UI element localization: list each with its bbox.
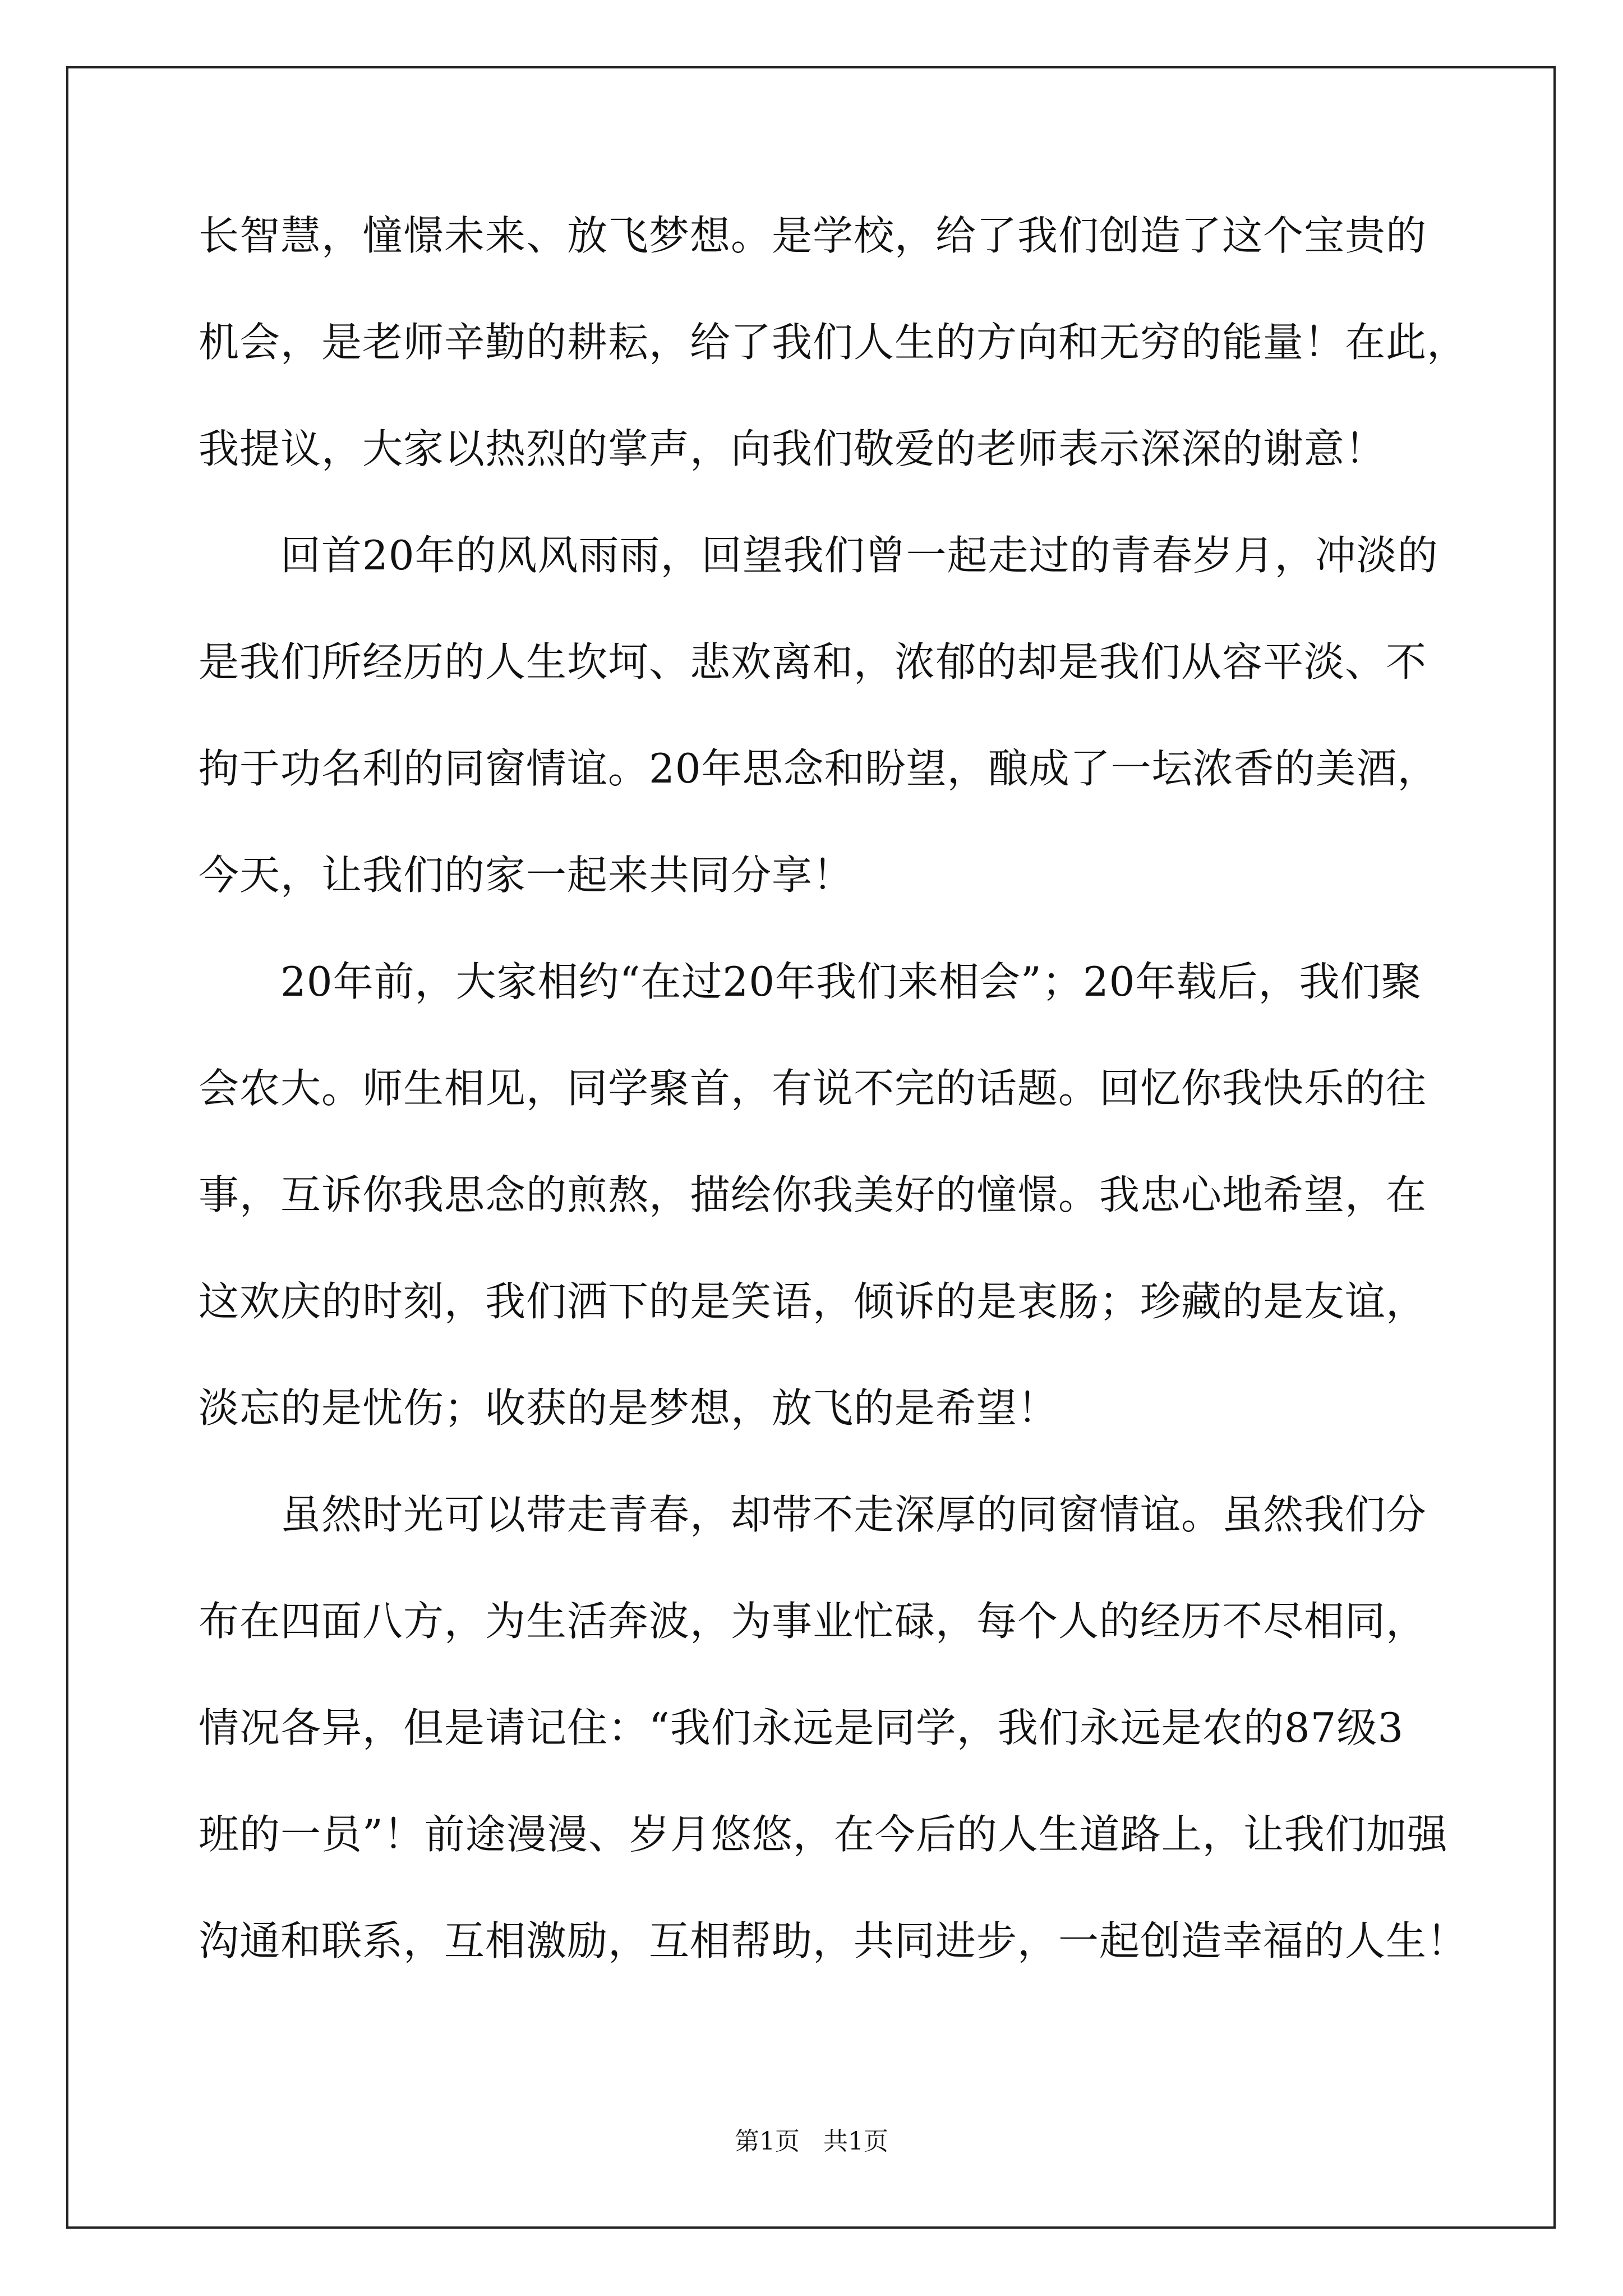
- text-line: 会农大。师生相见，同学聚首，有说不完的话题。回忆你我快乐的往: [199, 1065, 1427, 1112]
- text-line: 情况各异，但是请记住：“我们永远是同学，我们永远是农的87级3: [199, 1704, 1404, 1751]
- page-border: [66, 66, 1556, 2229]
- paragraph-first-line: 虽然时光可以带走青春，却带不走深厚的同窗情谊。虽然我们分: [280, 1491, 1427, 1538]
- text-line: 事，互诉你我思念的煎熬，描绘你我美好的憧憬。我忠心地希望，在: [199, 1171, 1427, 1218]
- text-line: 今天，让我们的家一起来共同分享！: [199, 852, 854, 899]
- page-number-footer: 第1页 共1页: [735, 2127, 888, 2156]
- text-line: 拘于功名利的同窗情谊。20年思念和盼望，酿成了一坛浓香的美酒，: [199, 745, 1438, 792]
- text-line: 沟通和联系，互相激励，互相帮助，共同进步，一起创造幸福的人生！: [199, 1917, 1468, 1964]
- text-line: 我提议，大家以热烈的掌声，向我们敬爱的老师表示深深的谢意！: [199, 425, 1386, 472]
- text-line: 机会，是老师辛勤的耕耘，给了我们人生的方向和无穷的能量！在此，: [199, 319, 1468, 366]
- text-line: 淡忘的是忧伤；收获的是梦想，放飞的是希望！: [199, 1384, 1059, 1432]
- text-line: 布在四面八方，为生活奔波，为事业忙碌，每个人的经历不尽相同，: [199, 1598, 1427, 1645]
- text-line: 是我们所经历的人生坎坷、悲欢离和，浓郁的却是我们从容平淡、不: [199, 638, 1427, 685]
- text-line: 班的一员”！前途漫漫、岁月悠悠，在今后的人生道路上，让我们加强: [199, 1811, 1448, 1858]
- text-line: 这欢庆的时刻，我们洒下的是笑语，倾诉的是衷肠；珍藏的是友谊，: [199, 1278, 1427, 1325]
- paragraph-first-line: 20年前，大家相约“在过20年我们来相会”；20年载后，我们聚: [280, 958, 1422, 1005]
- paragraph-first-line: 回首20年的风风雨雨，回望我们曾一起走过的青春岁月，冲淡的: [280, 532, 1438, 579]
- text-line: 长智慧，憧憬未来、放飞梦想。是学校，给了我们创造了这个宝贵的: [199, 212, 1427, 259]
